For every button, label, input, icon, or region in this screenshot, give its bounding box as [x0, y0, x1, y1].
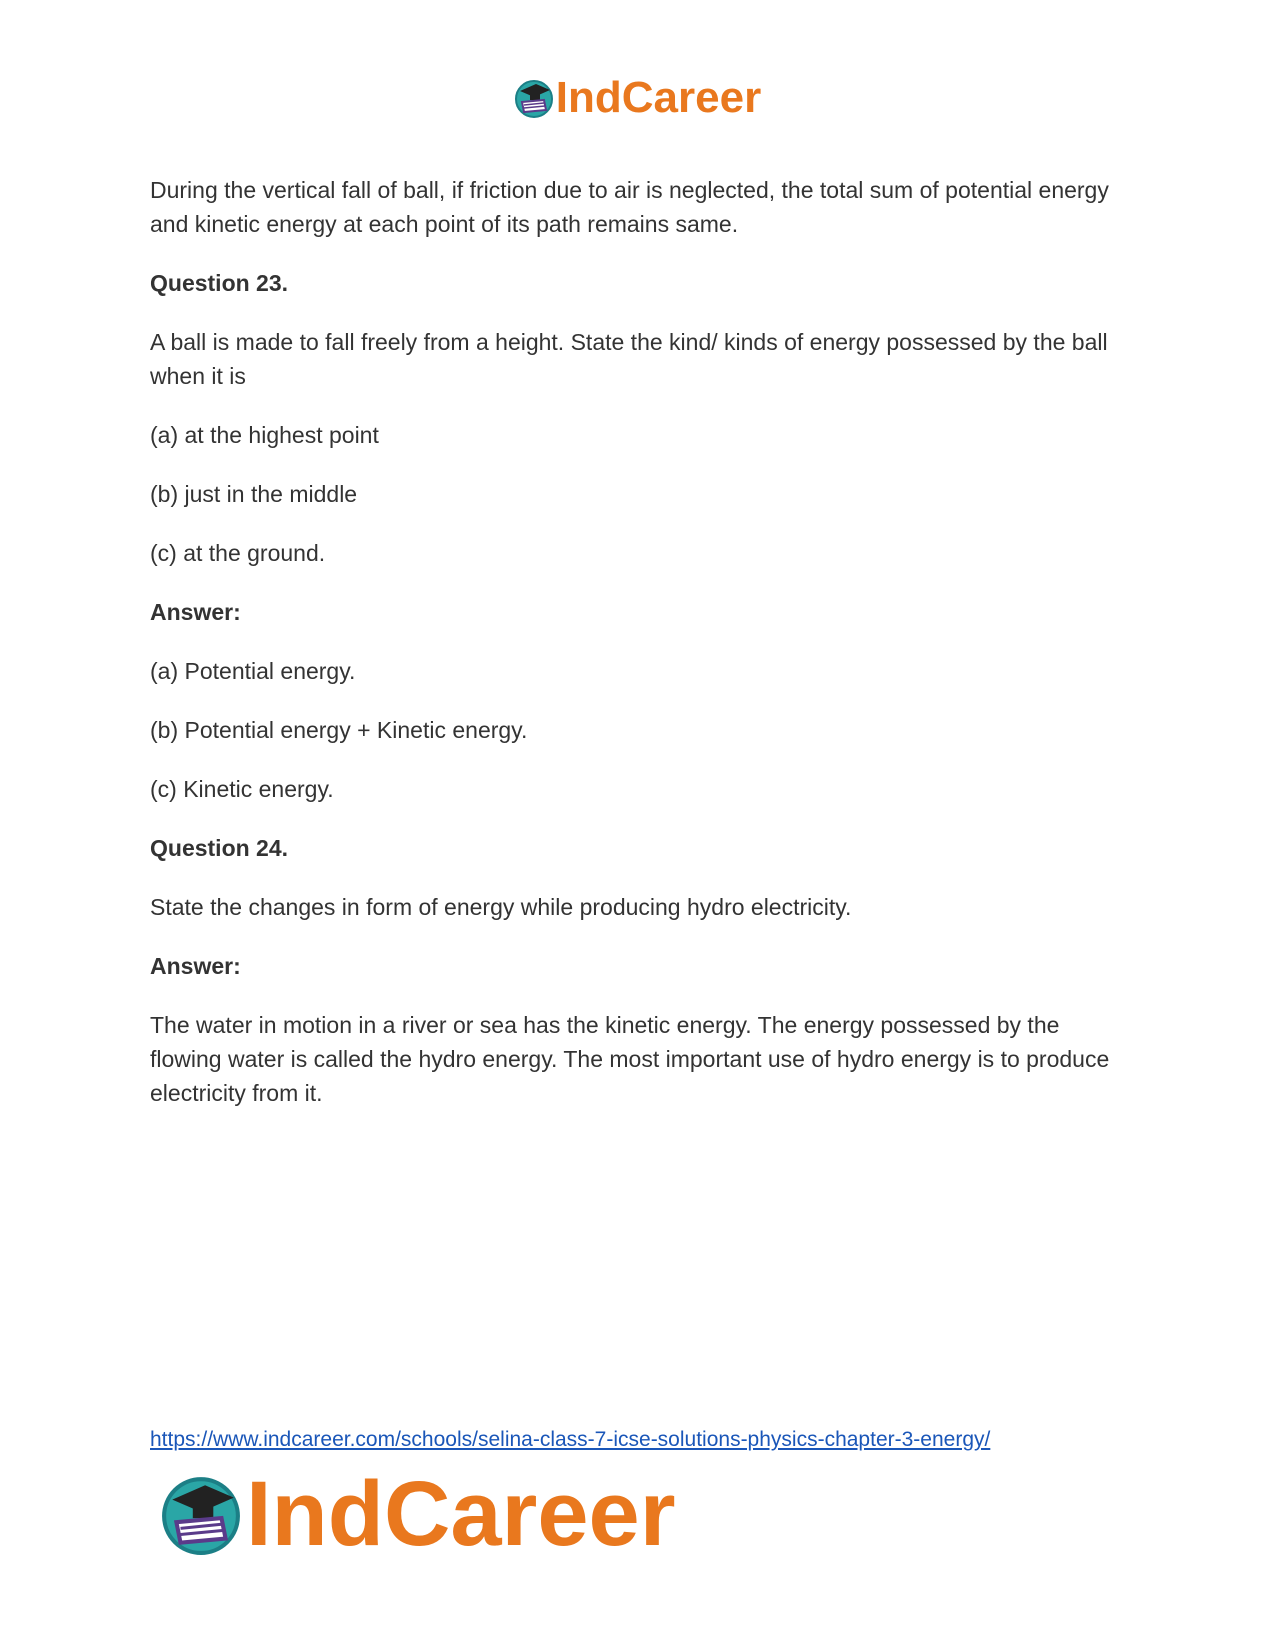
logo-text-large: IndCareer [246, 1463, 676, 1565]
question-23-option-a: (a) at the highest point [150, 422, 379, 448]
footer-source-link[interactable]: https://www.indcareer.com/schools/selina-class-7-icse-solutions-physics-chapter-3-energy/ [150, 1428, 991, 1451]
graduation-book-icon [514, 78, 554, 118]
question-24-text: State the changes in form of energy while producing hydro electricity. [150, 894, 852, 920]
graduation-book-icon [160, 1473, 242, 1555]
intro-paragraph: During the vertical fall of ball, if friction due to air is neglected, the total sum of potential energy and kinetic energy at each point of its path remains same. [150, 177, 1109, 237]
document-content [150, 173, 1130, 1135]
footer-logo [160, 1463, 676, 1565]
question-23-answer-a: (a) Potential energy. [150, 658, 356, 684]
question-24-heading: Question 24. [150, 835, 289, 861]
question-23-answer-c: (c) Kinetic energy. [150, 776, 334, 802]
indcareer-logo-large [160, 1463, 676, 1565]
question-23-heading: Question 23. [150, 270, 289, 296]
question-23-option-c: (c) at the ground. [150, 540, 326, 566]
question-23-answer-b: (b) Potential energy + Kinetic energy. [150, 717, 528, 743]
question-24-answer: The water in motion in a river or sea has the kinetic energy. The energy possessed by the flowing water is called the hydro energy. The most important use of hydro energy is to produce electricity from it. [150, 1012, 1110, 1106]
question-23-option-b: (b) just in the middle [150, 481, 358, 507]
question-23-answer-heading: Answer: [150, 599, 241, 625]
logo-text: IndCareer [555, 73, 762, 122]
indcareer-logo [514, 73, 762, 122]
question-23-text: A ball is made to fall freely from a height. State the kind/ kinds of energy possessed by the ball when it is [150, 329, 1108, 389]
header-logo [0, 73, 1275, 122]
question-24-answer-heading: Answer: [150, 953, 241, 979]
